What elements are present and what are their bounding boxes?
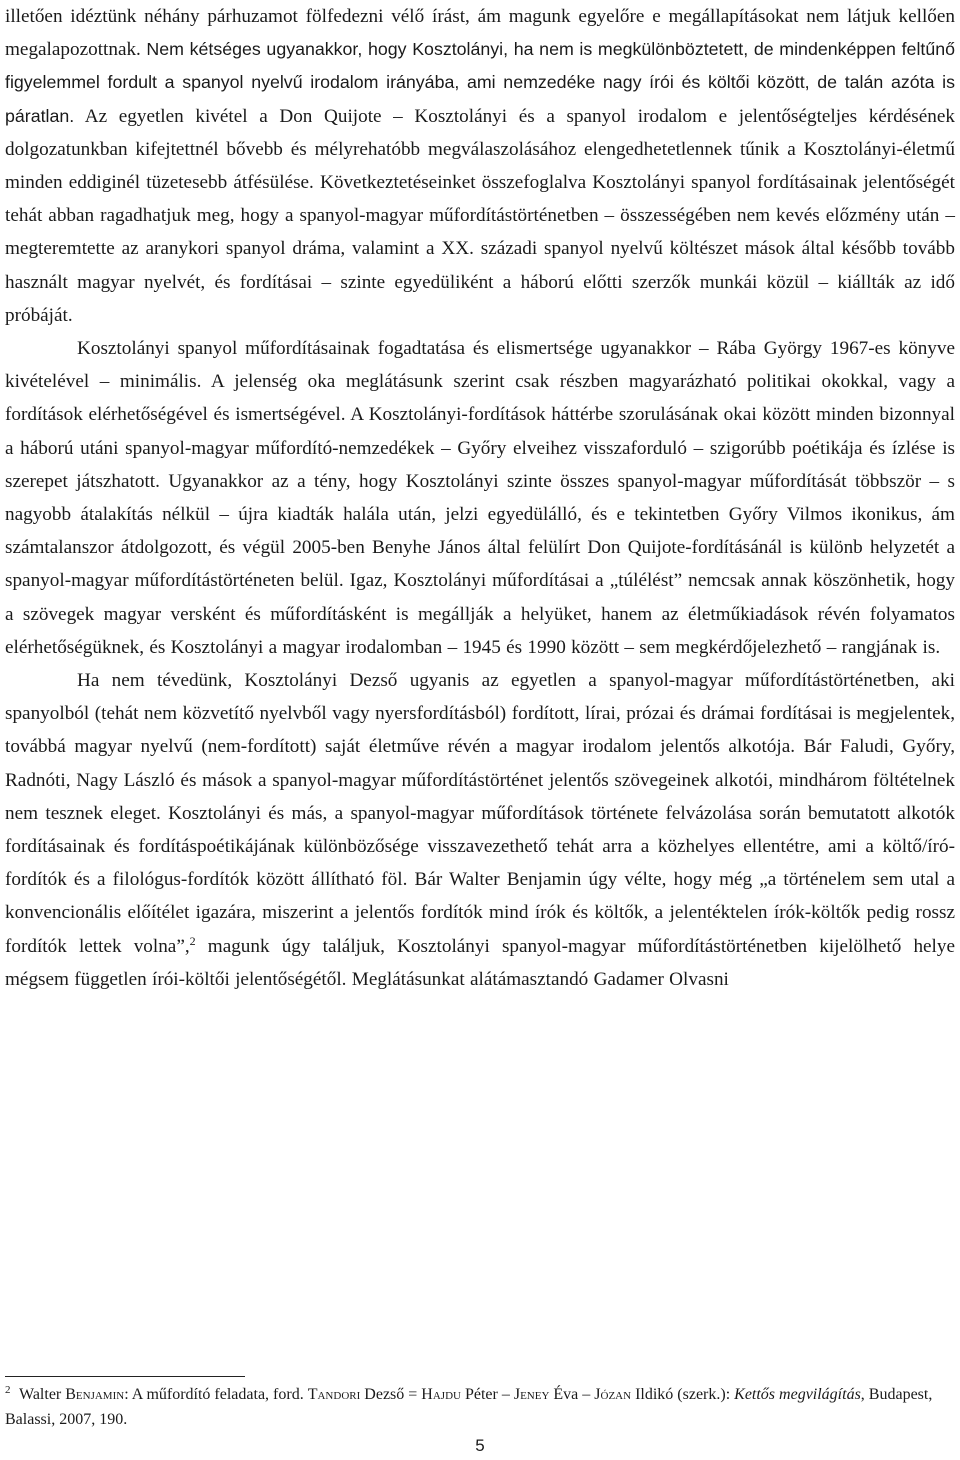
footnote-text-6: Ildikó (szerk.): <box>631 1386 735 1403</box>
paragraph-3-text-b: magunk úgy találjuk, Kosztolányi spanyol-magyar műfordítástörténetben kijelölhető helye mégsem független írói-költői jelentőségétől. Meglátásunkat alátámasztandó Gadamer Olvasni <box>5 935 955 990</box>
footnote-text-1: Walter <box>19 1386 66 1403</box>
footnote-author-hajdu: Hajdu <box>421 1386 461 1403</box>
footnote-author-jozan: Józan <box>594 1386 632 1403</box>
paragraph-2: Kosztolányi spanyol műfordításainak fogadtatása és elismertsége ugyanakkor – Rába György 1967-es könyve kivételével – minimális. A jelenség oka meglátásunk szerint csak részben magyarázható politikai okokkal, vagy a fordítások elérhetőségével és ismertségével. A Kosztolányi-fordítások háttérbe szorulásának okai között minden bizonnyal a háború utáni spanyol-magyar műfordító-nemzedékek – Győry elveihez visszaforduló – szigorúbb poétikája és ízlése is szerepet játszhatott. Ugyanakkor az a tény, hogy Kosztolányi szinte összes spanyol-magyar műfordítását többször – s nagyobb átalakítás nélkül – újra kiadták halála után, jelzi egyedülálló, és e tekintetben Győry Vilmos ikonikus, ám számtalanszor átdolgozott, és végül 2005-ben Benyhe János által felülírt Don Quijote-fordításánál is különb helyzetét a spanyol-magyar műfordítástörténeten belül. Igaz, Kosztolányi műfordításai a „túlélést” nemcsak annak köszönhetik, hogy a szövegek magyar versként és műfordításként is megállják a helyüket, hanem az életműkiadások révén folyamatos elérhetőségüknek, és Kosztolányi a magyar irodalomban – 1945 és 1990 között – sem megkérdőjelezhető – rangjának is. <box>5 338 955 658</box>
paragraph-1 <box>5 0 955 332</box>
footnote-text-3: Dezső = <box>360 1386 422 1403</box>
paragraph-3 <box>5 664 955 996</box>
footnote: 2 Walter Benjamin: A műfordító feladata, ford. Tandori Dezső = Hajdu Péter – Jeney Éva – Józan Ildikó (szerk.): Kettős megvilágítás, Budapest, Balassi, 2007, 190. <box>5 1384 933 1428</box>
footnote-book-title: Kettős megvilágítás <box>734 1386 861 1403</box>
footnote-text-7: , Budapest, Balassi, 2007, 190. <box>5 1386 933 1428</box>
document-body <box>5 0 955 996</box>
footnote-text-4: Péter – <box>460 1386 514 1403</box>
footnote-author-tandori: Tandori <box>307 1386 361 1403</box>
footnote-text-2: : A műfordító feladata, ford. <box>124 1386 308 1403</box>
footnote-reference[interactable]: 2 <box>189 933 196 948</box>
footnote-separator <box>5 1376 245 1377</box>
footnote-author-jeney: Jeney <box>513 1386 550 1403</box>
page-number: 5 <box>475 1436 485 1455</box>
paragraph-1-serif-end: Az egyetlen kivétel a Don Quijote – Kosztolányi és a spanyol irodalom e jelentőségteljes kérdésének dolgozatunkban kifejtettnél bővebb és mélyrehatóbb megválaszolásához elengedhetetlennek tűnik a Kosztolányi-életmű minden eddiginél tüzetesebb átfésülése. Következtetéseinket összefoglalva Kosztolányi spanyol fordításainak jelentőségét tehát abban ragadhatjuk meg, hogy a spanyol-magyar műfordítástörténetben – összességében nem kevés előzmény után – megteremtette az aranykori spanyol dráma, valamint a XX. századi spanyol nyelvű költészet mások által később tovább használt magyar nyelvét, és fordításai – szinte egyedüliként a háború előtti szerzők munkái közül – kiállták az idő próbáját. <box>5 105 955 326</box>
paragraph-3-text-a: Ha nem tévedünk, Kosztolányi Dezső ugyanis az egyetlen a spanyol-magyar műfordítástörténetben, aki spanyolból (tehát nem közvetítő nyelvből vagy nyersfordításból) fordított, lírai, prózai és drámai fordításai is megjelentek, továbbá magyar nyelvű (nem-fordított) saját életműve révén a magyar irodalom jelentős alkotója. Bár Faludi, Győry, Radnóti, Nagy László és mások a spanyol-magyar műfordítástörténet jelentős szövegeinek alkotói, mindhárom föltételnek nem tesznek eleget. Kosztolányi és más, a spanyol-magyar műfordítások története felvázolása során bemutatott alkotók fordításainak és fordításpoétikájának különbözősége visszavezethető tehát arra a közhelyes ellentétre, ami a költő/író-fordítók és a filológus-fordítók között állítható föl. Bár Walter Benjamin úgy vélte, hogy még „a történelem sem utal a konvencionális előítélet igazára, miszerint a jelentős fordítók mind írók és költők, a jelentéktelen írók-költők pedig rossz fordítók lettek volna”, <box>5 670 955 957</box>
footnote-text-5: Éva – <box>549 1386 595 1403</box>
footnote-author-benjamin: Benjamin <box>65 1386 125 1403</box>
paragraph-1-serif-start: illetően idéztünk néhány párhuzamot fölfedezni vélő írást, ám magunk egyelőre e megállapításokat nem látjuk kellően megalapozottnak. <box>5 6 955 61</box>
paragraph-1-sans-segment: Nem kétséges ugyanakkor, hogy Kosztolányi, ha nem is megkülönböztetett, de mindenképpen feltűnő figyelemmel fordult a spanyol nyelvű irodalom irányába, ami nemzedéke nagy írói és költői között, de talán azóta is páratlan. <box>5 39 955 126</box>
